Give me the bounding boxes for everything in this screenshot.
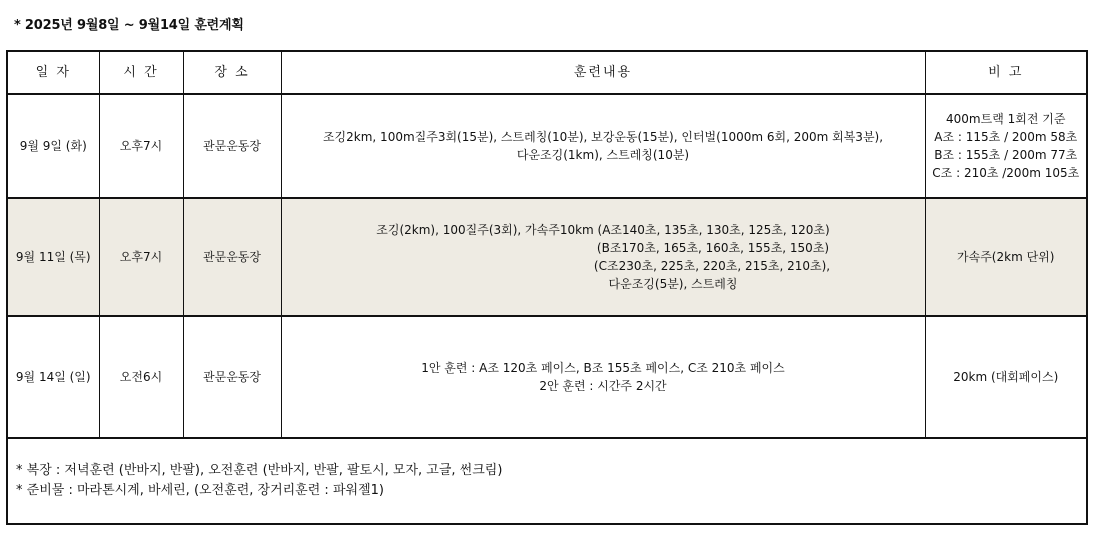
content-line: 2안 훈련 : 시간주 2시간 [539,379,667,393]
remarks-line: A조 : 115초 / 200m 58초 [934,130,1078,144]
page-title: * 2025년 9월8일 ~ 9월14일 훈련계획 [14,18,244,33]
content-line: 1안 훈련 : A조 120초 페이스, B조 155초 페이스, C조 210초 페이스 [421,361,785,375]
row-time: 오후7시 [99,198,183,316]
training-plan-table [6,50,1088,525]
row-content [281,198,925,316]
row-place: 관문운동장 [183,316,281,438]
content-line: 조깅2km, 100m질주3회(15분), 스트레칭(10분), 보강운동(15분), 인터벌(1000m 6회, 200m 회복3분), [322,130,884,144]
table-header-row [7,51,1087,94]
content-line: (B조170초, 165초, 160초, 155초, 150초) [596,241,830,255]
header-remarks: 비 고 [925,51,1087,94]
table-row [7,94,1087,198]
note-line: * 준비물 : 마라톤시계, 바세린, (오전훈련, 장거리훈련 : 파워젤1) [16,483,384,498]
row-content [281,94,925,198]
header-date: 일 자 [7,51,99,94]
remarks-line: 400m트랙 1회전 기준 [946,112,1066,126]
row-time: 오전6시 [99,316,183,438]
content-line: 다운조깅(1km), 스트레칭(10분) [516,148,690,162]
notes-cell [7,438,1087,524]
table-row [7,316,1087,438]
content-line: 조깅(2km), 100질주(3회), 가속주10km (A조140초, 135초, 130초, 125초, 120초) [376,223,830,237]
content-line: (C조230초, 225초, 220초, 215초, 210초), [593,259,831,273]
header-time: 시 간 [99,51,183,94]
remarks-line: B조 : 155초 / 200m 77초 [934,148,1078,162]
header-place: 장 소 [183,51,281,94]
row-place: 관문운동장 [183,198,281,316]
row-date: 9월 9일 (화) [7,94,99,198]
row-remarks [925,94,1087,198]
notes-row [7,438,1087,524]
table-row [7,198,1087,316]
remarks-line: 가속주(2km 단위) [957,250,1055,264]
remarks-line: C조 : 210초 /200m 105초 [932,166,1080,180]
row-content [281,316,925,438]
content-line: 다운조깅(5분), 스트레칭 [608,277,738,291]
note-line: * 복장 : 저녁훈련 (반바지, 반팔), 오전훈련 (반바지, 반팔, 팔토시, 모자, 고글, 썬크림) [16,463,503,478]
row-date: 9월 11일 (목) [7,198,99,316]
row-remarks [925,316,1087,438]
remarks-line: 20km (대회페이스) [953,370,1059,384]
row-remarks [925,198,1087,316]
row-date: 9월 14일 (일) [7,316,99,438]
header-content: 훈련내용 [281,51,925,94]
row-place: 관문운동장 [183,94,281,198]
row-time: 오후7시 [99,94,183,198]
